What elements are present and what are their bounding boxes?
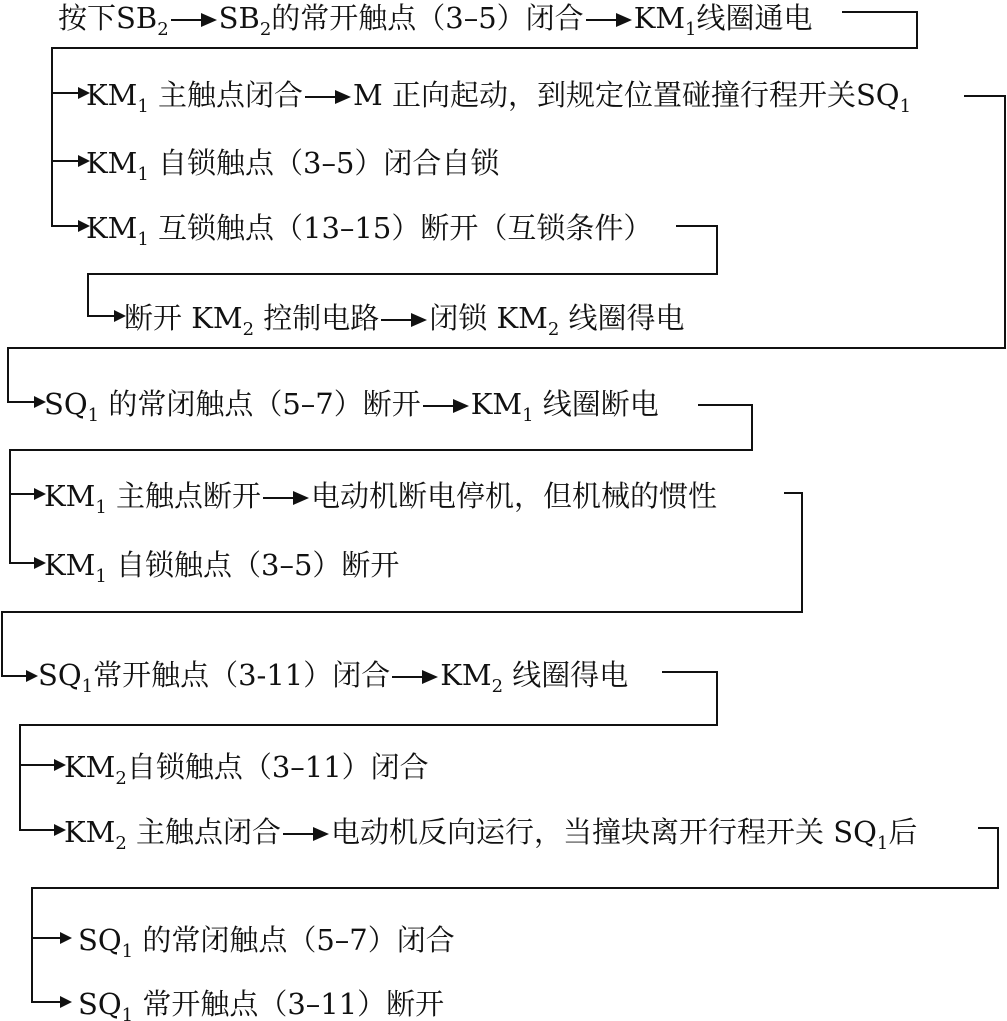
- step-text: 按下SB: [58, 1, 158, 35]
- step-text: 自锁触点（3–5）闭合自锁: [148, 146, 500, 180]
- step-text: KM: [470, 387, 523, 421]
- flow-arrow-icon: [381, 310, 427, 330]
- step-text: 断开 KM: [124, 301, 243, 335]
- flow-arrow-icon: [586, 10, 632, 30]
- subscript: 1: [522, 404, 534, 426]
- step-text: 自锁触点（3–5）断开: [106, 548, 400, 582]
- subscript: 1: [137, 228, 149, 250]
- step-text: 互锁触点（13–15）断开（互锁条件）: [148, 211, 653, 245]
- step-text: 线圈得电: [559, 301, 685, 335]
- step-text: KM: [44, 479, 96, 513]
- step-text: M 正向起动，到规定位置碰撞行程开关SQ: [353, 78, 900, 112]
- step-text: 主触点闭合: [148, 78, 304, 112]
- step-text: KM: [44, 548, 96, 582]
- step-text: KM: [633, 1, 686, 35]
- step-km1-main-contact-close: [86, 75, 911, 127]
- flow-arrow-icon: [283, 824, 329, 844]
- step-text: 电动机断电停机，但机械的惯性: [311, 479, 718, 513]
- subscript: 1: [87, 404, 100, 426]
- step-text: 常开触点（3-11）闭合: [93, 658, 391, 692]
- subscript: 2: [547, 318, 560, 340]
- step-km1-self-lock-close: [86, 143, 499, 195]
- subscript: 1: [137, 95, 149, 117]
- step-text: 常开触点（3–11）断开: [133, 987, 445, 1021]
- step-km1-main-contact-open: [44, 476, 717, 528]
- step-text: KM: [440, 658, 492, 692]
- step-text: SQ: [44, 387, 88, 421]
- flow-arrow-icon: [305, 87, 351, 107]
- step-text: SB: [218, 1, 260, 35]
- step-press-sb2: [58, 0, 813, 50]
- step-text: SQ: [78, 923, 122, 957]
- step-text: 线圈得电: [503, 658, 629, 692]
- step-text: SQ: [78, 987, 122, 1021]
- step-sq1-no-close: [38, 655, 628, 707]
- flow-arrow-icon: [171, 10, 217, 30]
- step-text: 线圈通电: [696, 1, 813, 35]
- step-km2-self-lock-close: [64, 747, 429, 799]
- subscript: 1: [121, 1004, 134, 1021]
- step-sq1-no-open: [78, 984, 444, 1021]
- flow-arrow-icon: [423, 396, 469, 416]
- subscript: 2: [259, 18, 272, 40]
- step-text: KM: [86, 146, 138, 180]
- flow-arrow-icon: [263, 488, 309, 508]
- step-text: 线圈断电: [533, 387, 659, 421]
- step-text: 控制电路: [254, 301, 380, 335]
- step-km1-self-lock-open: [44, 545, 399, 597]
- step-text: 主触点闭合: [126, 815, 282, 849]
- subscript: 1: [121, 940, 134, 962]
- subscript: 1: [95, 565, 107, 587]
- step-km1-interlock-open: [86, 208, 652, 260]
- step-text: 电动机反向运行，当撞块离开行程开关 SQ: [331, 815, 877, 849]
- step-text: SQ: [38, 658, 82, 692]
- subscript: 1: [81, 675, 94, 697]
- step-text: 后: [888, 815, 918, 849]
- subscript: 2: [115, 767, 127, 789]
- subscript: 1: [685, 18, 697, 40]
- flow-arrow-icon: [392, 667, 438, 687]
- subscript: 2: [242, 318, 255, 340]
- step-sq1-nc-close: [78, 920, 455, 972]
- step-text: 的常闭触点（5–7）闭合: [133, 923, 455, 957]
- subscript: 2: [157, 18, 169, 40]
- subscript: 2: [115, 832, 127, 854]
- subscript: 2: [491, 675, 504, 697]
- step-text: 的常开触点（3–5）闭合: [271, 1, 584, 35]
- step-text: KM: [64, 815, 116, 849]
- subscript: 1: [899, 95, 912, 117]
- step-sq1-nc-open: [44, 384, 659, 436]
- step-km2-main-contact-close: [64, 812, 917, 864]
- step-text: 的常闭触点（5–7）断开: [99, 387, 421, 421]
- step-text: 主触点断开: [106, 479, 262, 513]
- step-text: 自锁触点（3–11）闭合: [126, 750, 429, 784]
- subscript: 1: [137, 163, 149, 185]
- step-km2-circuit-blocked: [124, 298, 685, 350]
- subscript: 1: [876, 832, 889, 854]
- subscript: 1: [95, 496, 107, 518]
- step-text: 闭锁 KM: [429, 301, 548, 335]
- step-text: KM: [64, 750, 116, 784]
- step-text: KM: [86, 211, 138, 245]
- step-text: KM: [86, 78, 138, 112]
